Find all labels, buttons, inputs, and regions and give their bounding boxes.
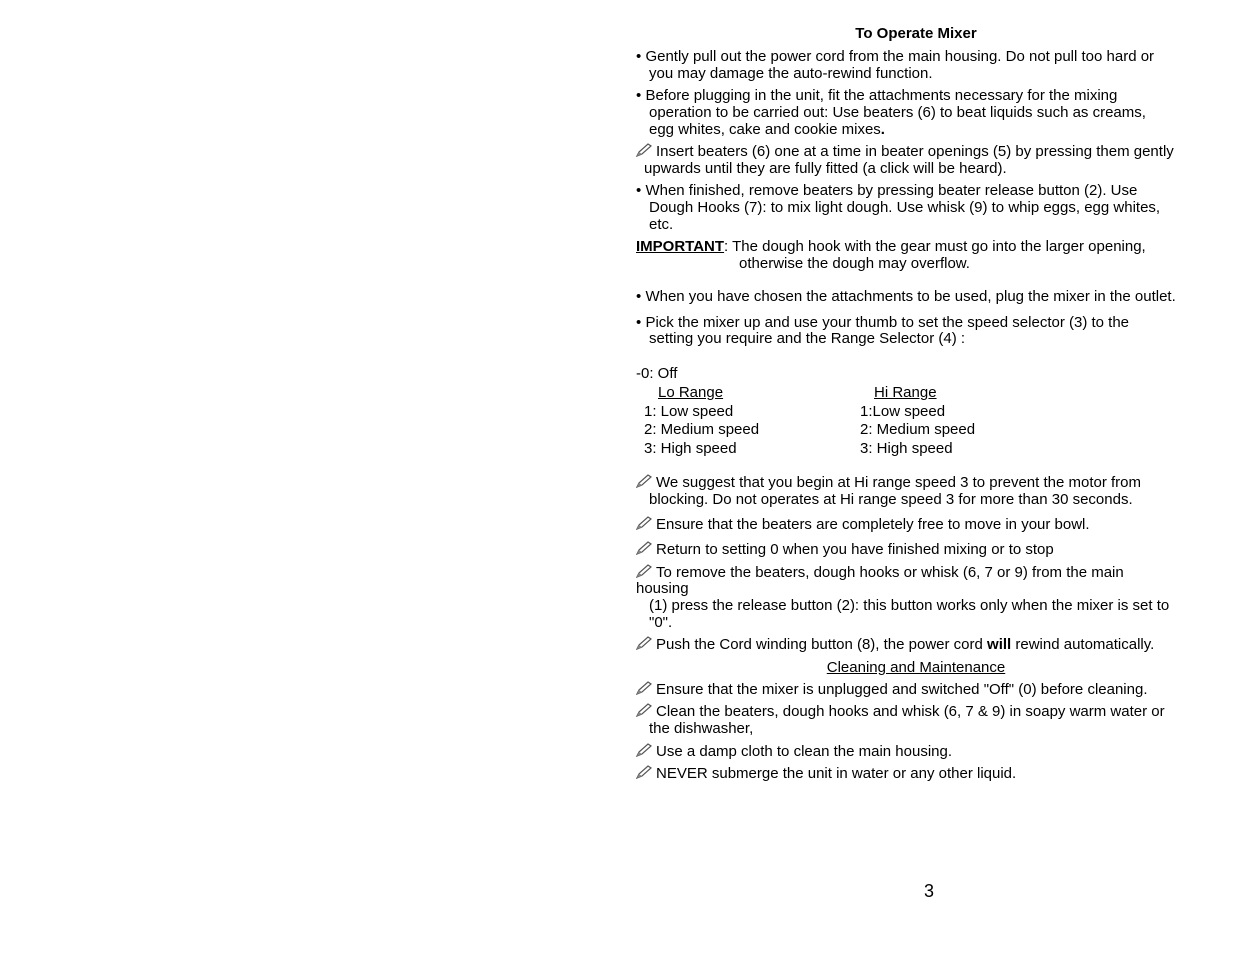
pick-line-1: • Pick the mixer up and use your thumb to set the speed selector (3) to the (636, 314, 1130, 331)
cord-line-2: you may damage the auto-rewind function. (649, 65, 933, 82)
cord-line-1: • Gently pull out the power cord from the main housing. Do not pull too hard or (636, 48, 1155, 65)
important-line-1: IMPORTANT: The dough hook with the gear must go into the larger opening, (636, 238, 1146, 255)
cleaning-title: Cleaning and Maintenance (826, 659, 1006, 676)
lo-speed-1: 1: Low speed (644, 403, 734, 420)
speed-off: -0: Off (636, 365, 678, 382)
pick-line-2: setting you require and the Range Selector (4) : (649, 330, 966, 347)
pencil-icon (636, 743, 652, 757)
bullet: • (636, 87, 642, 104)
never-line: NEVER submerge the unit in water or any other liquid. (636, 765, 1016, 782)
plug-line: • When you have chosen the attachments to be used, plug the mixer in the outlet. (636, 288, 1176, 305)
cloth-line: Use a damp cloth to clean the main housing. (636, 743, 952, 760)
attach-line-1: • Before plugging in the unit, fit the attachments necessary for the mixing (636, 87, 1118, 104)
clean-line-2: the dishwasher, (649, 720, 754, 737)
suggest-line-2: blocking. Do not operates at Hi range speed 3 for more than 30 seconds. (649, 491, 1133, 508)
bullet: • (636, 182, 642, 199)
remove-line-1: To remove the beaters, dough hooks or whisk (6, 7 or 9) from the main (636, 564, 1124, 581)
hi-speed-1: 1:Low speed (860, 403, 946, 420)
remove-line-4: "0". (649, 614, 673, 631)
finished-line-3: etc. (649, 216, 674, 233)
pencil-icon (636, 636, 652, 650)
remove-line-3: (1) press the release button (2): this button works only when the mixer is set to (649, 597, 1170, 614)
manual-page (636, 0, 1206, 954)
clean-line-1: Clean the beaters, dough hooks and whisk (6, 7 & 9) in soapy warm water or (636, 703, 1165, 720)
pencil-icon (636, 564, 652, 578)
bullet: • (636, 288, 642, 305)
finished-line-1: • When finished, remove beaters by pressing beater release button (2). Use (636, 182, 1138, 199)
pencil-icon (636, 143, 652, 157)
remove-line-2: housing (636, 580, 689, 597)
pencil-icon (636, 765, 652, 779)
ensure-line: Ensure that the beaters are completely free to move in your bowl. (636, 516, 1090, 533)
lo-speed-2: 2: Medium speed (644, 421, 760, 438)
lo-speed-3: 3: High speed (644, 440, 737, 457)
bullet: • (636, 48, 642, 65)
insert-line-2: upwards until they are fully fitted (a click will be heard). (644, 160, 1007, 177)
finished-line-2: Dough Hooks (7): to mix light dough. Use whisk (9) to whip eggs, egg whites, (649, 199, 1161, 216)
hi-speed-3: 3: High speed (860, 440, 953, 457)
suggest-line-1: We suggest that you begin at Hi range speed 3 to prevent the motor from (636, 474, 1141, 491)
section-title: To Operate Mixer (855, 25, 977, 42)
important-line-2: otherwise the dough may overflow. (739, 255, 970, 272)
page-number: 3 (924, 881, 935, 901)
attach-line-3: egg whites, cake and cookie mixes. (649, 121, 885, 138)
hi-range-header: Hi Range (874, 384, 937, 401)
lo-range-header: Lo Range (658, 384, 724, 401)
return-line: Return to setting 0 when you have finished mixing or to stop (636, 541, 1054, 558)
insert-line-1: Insert beaters (6) one at a time in beater openings (5) by pressing them gently (636, 143, 1174, 160)
bullet: • (636, 314, 642, 331)
unplug-line: Ensure that the mixer is unplugged and switched "Off" (0) before cleaning. (636, 681, 1147, 698)
pencil-icon (636, 541, 652, 555)
important-label: IMPORTANT (636, 238, 725, 255)
pencil-icon (636, 516, 652, 530)
push-line: Push the Cord winding button (8), the power cord will rewind automatically. (636, 636, 1154, 653)
attach-line-2: operation to be carried out: Use beaters (6) to beat liquids such as creams, (649, 104, 1146, 121)
pencil-icon (636, 681, 652, 695)
hi-speed-2: 2: Medium speed (860, 421, 976, 438)
pencil-icon (636, 703, 652, 717)
pencil-icon (636, 474, 652, 488)
